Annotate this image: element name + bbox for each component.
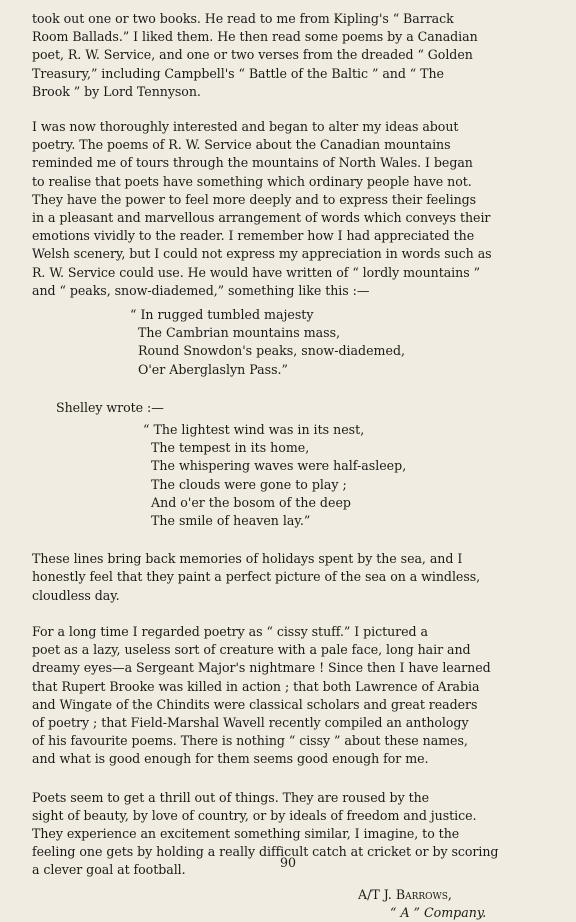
paragraph-2: I was now thoroughly interested and began to alter my ideas about poetry. The poems of R. W. Service about the Canadian mountains reminded me of tours through the mountains of North Wales. I began to realise that poets have something which ordinary people have not. They have the power to feel more deeply and to express their feelings in a pleasant and marvellous arrangement of words which conveys their emotions vividly to the reader. I remember how I had appreciated the Welsh scenery, but I could not express my appreciation in words such as R. W. Service could use. He would have written of “ lordly mountains ” and “ peaks, snow-diademed,” something like this :— bbox=[32, 119, 492, 298]
shelley-verse bbox=[32, 421, 548, 530]
paragraph-4: For a long time I regarded poetry as “ cissy stuff.” I pictured a poet as a lazy, useless sort of creature with a pale face, long hair and dreamy eyes—a Sergeant Major's nightmare ! Since then I have learned that Rupert Brooke was killed in action ; that both Lawrence of Arabia and Wingate of the Chindits were classical scholars and great readers of poetry ; that Field-Marshal Wavell recently compiled an anthology of his favourite poems. There is nothing “ cissy ” about these names, and what is good enough for them seems good enough for me. bbox=[32, 623, 491, 767]
verse-line: The clouds were gone to play ; bbox=[151, 476, 347, 492]
paragraph-3: These lines bring back memories of holidays spent by the sea, and I honestly feel that they paint a perfect picture of the sea on a windless, cloudless day. bbox=[32, 551, 481, 603]
page-number: 90 bbox=[279, 855, 297, 870]
author-surname: Barrows, bbox=[395, 886, 452, 902]
verse-line: Round Snowdon's peaks, snow-diademed, bbox=[138, 343, 406, 359]
verse-line: The Cambrian mountains mass, bbox=[138, 325, 341, 341]
paragraph-5: Poets seem to get a thrill out of things. They are roused by the sight of beauty, by love of country, or by ideals of freedom and justice. They experience an excitement something similar, I imagine, to the feeling one gets by holding a really difficult catch at cricket or by scoring a clever goal at football. bbox=[32, 789, 499, 878]
verse-line: The smile of heaven lay.” bbox=[151, 513, 311, 529]
verse-line: And o'er the bosom of the deep bbox=[151, 494, 351, 510]
author-initials: A/T J. bbox=[358, 886, 396, 902]
service-verse bbox=[32, 306, 548, 379]
author-signature bbox=[32, 886, 548, 904]
verse-line: O'er Aberglaslyn Pass.” bbox=[138, 361, 288, 377]
author-company: “ A ” Company. bbox=[390, 904, 487, 920]
verse-line: “ The lightest wind was in its nest, bbox=[143, 422, 365, 438]
shelley-intro: Shelley wrote :— bbox=[56, 399, 164, 415]
paragraph-1: took out one or two books. He read to me from Kipling's “ Barrack Room Ballads.” I liked them. He then read some poems by a Canadian poet, R. W. Service, and one or two verses from the dreaded “ Golden Treasury,” including Campbell's “ Battle of the Baltic ” and “ The Brook ” by Lord Tennyson. bbox=[32, 11, 478, 99]
verse-line: The tempest in its home, bbox=[151, 440, 310, 456]
verse-line: “ In rugged tumbled majesty bbox=[130, 307, 314, 323]
verse-line: The whispering waves were half-asleep, bbox=[151, 458, 407, 474]
